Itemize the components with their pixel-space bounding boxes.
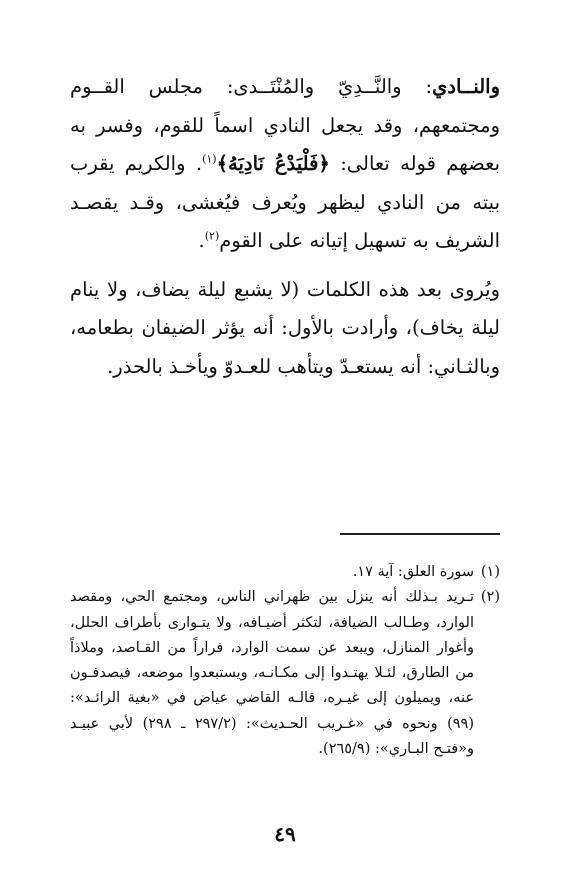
footnote-1 [70, 560, 500, 585]
paragraph-1-text-b: . والكريم يقرب بيته من النادي ليظهر ويُعرف فيُغشى، وقـد يقصـد الشريف به تسهيل إتيانه على القوم [70, 152, 500, 252]
footnote-ref-2[interactable]: (٢) [204, 229, 220, 243]
footnote-2 [70, 585, 500, 762]
footnote-text: سورة العلق: آية ١٧. [352, 564, 474, 580]
footnote-ref-1[interactable]: (١) [202, 152, 217, 166]
paragraph-1-end: . [198, 229, 205, 252]
paragraph-1 [70, 68, 500, 261]
quran-quote: ﴿فَلْيَدْعُ نَادِيَهُ﴾ [216, 152, 330, 175]
footnote-separator [340, 533, 500, 535]
defined-term: والنــادي [432, 75, 500, 98]
footnote-number: (١) [480, 564, 500, 580]
footnote-number: (٢) [480, 589, 500, 606]
page-number: ٤٩ [274, 822, 296, 846]
footnote-text: تـريد بـذلك أنه ينزل بين ظهراني الناس، ومجتمع الحي، ومقصد الوارد، وطـالب الضيافة، لتكثر أضيـافه، ولا يتـوارى بأطراف الحلل، وأغوار المنازل، ويبعد عن سمت الوارد، فراراً من القـاصد، وملاذاً من الطارق، لئـلا يهتـدوا إلى مكـانـه، ويستبعدوا موضعه، فيصدفـون عنه، ويميلون إلى غيـره، قالـه القاضي عياض في «بغية الرائـد»: (٩٩) ونحوه في «غـريب الحـديث»: (٢٩٧/٢ ـ ٢٩٨) لأبي عبيـد و«فتـح البـاري»: (٢٦٥/٩). [70, 589, 474, 758]
paragraph-1-text-a: : والنَّــدِيّ والمُنْتَــدى: مجلس القــوم ومجتمعهم، وقد يجعل النادي اسماً للقوم، وفسر به بعضهم قوله تعالى: [70, 75, 501, 175]
main-text [70, 68, 500, 386]
footnotes [70, 560, 500, 762]
book-page [70, 0, 500, 881]
paragraph-2: ويُروى بعد هذه الكلمات (لا يشبع ليلة يضاف، ولا ينام ليلة يخاف)، وأرادت بالأول: أنه يؤثر الضيفان بطعامه، وبالثـاني: أنه يستعـدّ ويتأهب للعـدوّ ويأخـذ بالحذر. [70, 277, 500, 378]
